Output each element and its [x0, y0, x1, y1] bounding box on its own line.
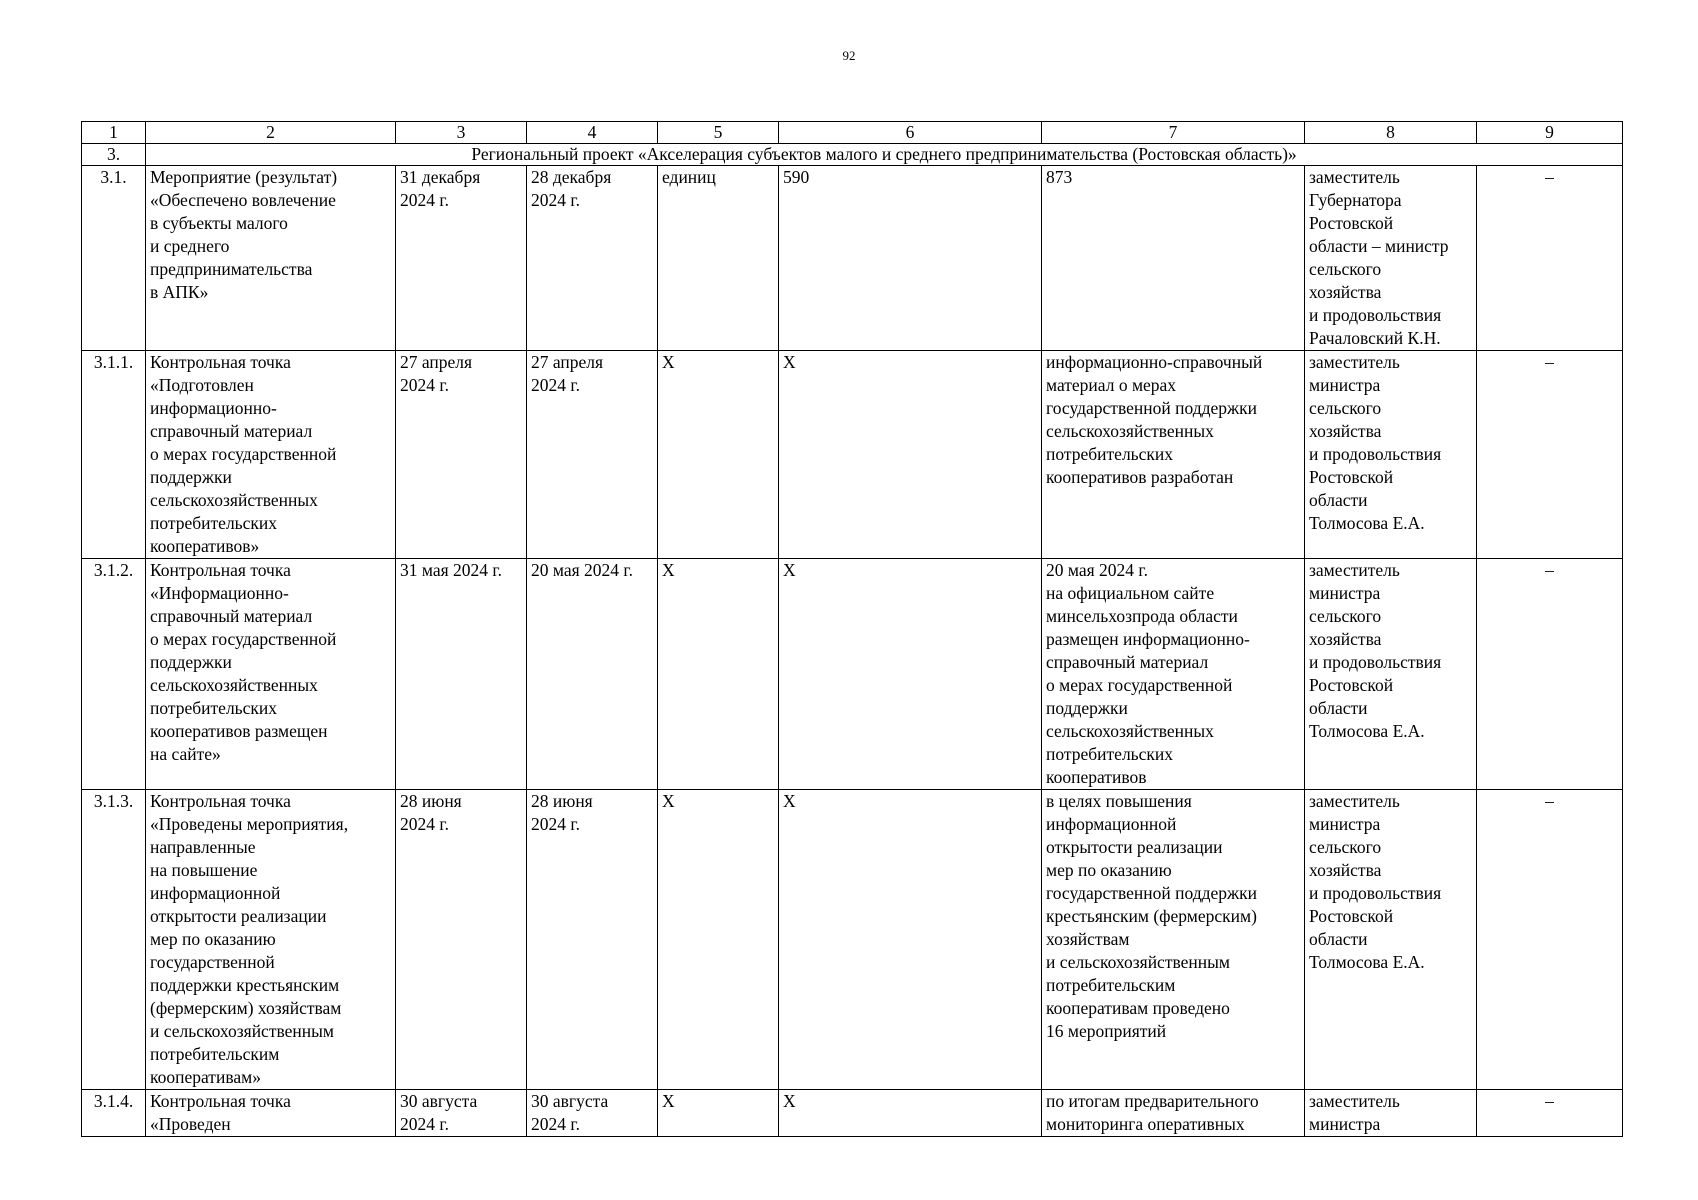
note: –	[1477, 790, 1623, 1090]
unit: Х	[658, 1090, 779, 1137]
measure-name: Контрольная точка «Проведен	[146, 1090, 396, 1137]
responsible: заместитель министра сельского хозяйства и продовольствия Ростовской области Толмосова Е.А.	[1305, 790, 1477, 1090]
row-number: 3.1.4.	[82, 1090, 146, 1137]
section-number: 3.	[82, 144, 146, 166]
column-number: 1	[82, 122, 146, 144]
plan-date: 27 апреля 2024 г.	[396, 351, 527, 559]
column-number: 9	[1477, 122, 1623, 144]
plan-value: Х	[779, 790, 1042, 1090]
row-number: 3.1.3.	[82, 790, 146, 1090]
column-number: 8	[1305, 122, 1477, 144]
row-number: 3.1.2.	[82, 559, 146, 790]
plan-date: 30 августа 2024 г.	[396, 1090, 527, 1137]
fact-value: в целях повышения информационной открытости реализации мер по оказанию государственной поддержки крестьянским (фермерским) хозяйствам и сельскохозяйственным потребительским кооперативам проведено 16 мероприятий	[1042, 790, 1305, 1090]
plan-date: 28 июня 2024 г.	[396, 790, 527, 1090]
row-number: 3.1.1.	[82, 351, 146, 559]
measure-name: Контрольная точка «Подготовлен информационно- справочный материал о мерах государственной поддержки сельскохозяйственных потребительских кооперативов»	[146, 351, 396, 559]
plan-value: Х	[779, 1090, 1042, 1137]
fact-value: 873	[1042, 166, 1305, 351]
column-number: 7	[1042, 122, 1305, 144]
table-row	[82, 559, 1623, 790]
column-number: 2	[146, 122, 396, 144]
plan-value: Х	[779, 351, 1042, 559]
fact-date: 30 августа 2024 г.	[527, 1090, 658, 1137]
column-number-row	[82, 122, 1623, 144]
unit: Х	[658, 351, 779, 559]
section-title: Региональный проект «Акселерация субъектов малого и среднего предпринимательства (Ростовская область)»	[146, 144, 1623, 166]
note: –	[1477, 166, 1623, 351]
responsible: заместитель министра	[1305, 1090, 1477, 1137]
unit: единиц	[658, 166, 779, 351]
note: –	[1477, 559, 1623, 790]
column-number: 4	[527, 122, 658, 144]
column-number: 6	[779, 122, 1042, 144]
fact-value: информационно-справочный материал о мерах государственной поддержки сельскохозяйственных потребительских кооперативов разработан	[1042, 351, 1305, 559]
responsible: заместитель Губернатора Ростовской области – министр сельского хозяйства и продовольствия Рачаловский К.Н.	[1305, 166, 1477, 351]
fact-date: 20 мая 2024 г.	[527, 559, 658, 790]
fact-date: 28 декабря 2024 г.	[527, 166, 658, 351]
responsible: заместитель министра сельского хозяйства и продовольствия Ростовской области Толмосова Е.А.	[1305, 559, 1477, 790]
row-number: 3.1.	[82, 166, 146, 351]
measure-name: Контрольная точка «Информационно- справочный материал о мерах государственной поддержки сельскохозяйственных потребительских кооперативов размещен на сайте»	[146, 559, 396, 790]
section-row	[82, 144, 1623, 166]
fact-date: 27 апреля 2024 г.	[527, 351, 658, 559]
column-number: 3	[396, 122, 527, 144]
unit: Х	[658, 790, 779, 1090]
plan-date: 31 декабря 2024 г.	[396, 166, 527, 351]
page-number: 92	[842, 48, 856, 63]
responsible: заместитель министра сельского хозяйства и продовольствия Ростовской области Толмосова Е.А.	[1305, 351, 1477, 559]
measure-name: Контрольная точка «Проведены мероприятия, направленные на повышение информационной открытости реализации мер по оказанию государственной поддержки крестьянским (фермерским) хозяйствам и сельскохозяйственным потребительским кооперативам»	[146, 790, 396, 1090]
note: –	[1477, 1090, 1623, 1137]
fact-date: 28 июня 2024 г.	[527, 790, 658, 1090]
unit: Х	[658, 559, 779, 790]
fact-value: 20 мая 2024 г. на официальном сайте минсельхозпрода области размещен информационно- справочный материал о мерах государственной поддержки сельскохозяйственных потребительских кооперативов	[1042, 559, 1305, 790]
measure-name: Мероприятие (результат) «Обеспечено вовлечение в субъекты малого и среднего предпринимательства в АПК»	[146, 166, 396, 351]
plan-value: Х	[779, 559, 1042, 790]
fact-value: по итогам предварительного мониторинга оперативных	[1042, 1090, 1305, 1137]
table-row	[82, 1090, 1623, 1137]
table-row	[82, 351, 1623, 559]
note: –	[1477, 351, 1623, 559]
report-table	[81, 121, 1623, 1137]
table-row	[82, 790, 1623, 1090]
column-number: 5	[658, 122, 779, 144]
table-row	[82, 166, 1623, 351]
plan-value: 590	[779, 166, 1042, 351]
plan-date: 31 мая 2024 г.	[396, 559, 527, 790]
